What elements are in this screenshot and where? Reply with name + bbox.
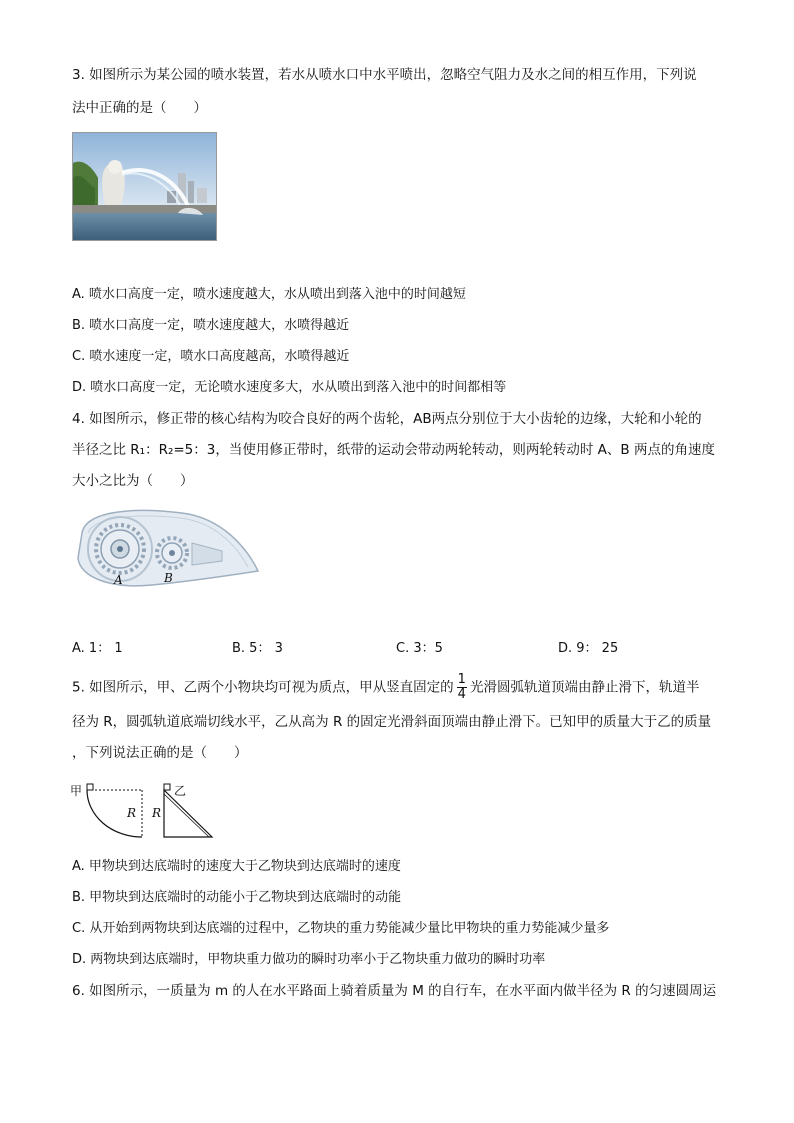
q5-option-c: C. 从开始到两物块到达底端的过程中，乙物块的重力势能减少量比甲物块的重力势能减少量多	[72, 921, 610, 936]
q5-stem-line1-start: 5. 如图所示，甲、乙两个小物块均可视为质点，甲从竖直固定的	[72, 679, 454, 696]
q6-stem-line1: 6. 如图所示，一质量为 m 的人在水平路面上骑着质量为 M 的自行车，在水平面内做半径为 R 的匀速圆周运	[72, 983, 717, 999]
point-b-label: B	[164, 571, 173, 585]
correction-tape-figure	[72, 503, 262, 593]
q4-stem-line3: 大小之比为（ ）	[72, 473, 194, 489]
q4-option-d: D. 9： 25	[558, 641, 619, 656]
q5-option-a: A. 甲物块到达底端时的速度大于乙物块到达底端时的速度	[72, 859, 401, 874]
q3-stem-line1: 3. 如图所示为某公园的喷水装置，若水从喷水口中水平喷出，忽略空气阻力及水之间的相互作用，下列说	[72, 67, 697, 83]
q5-option-b: B. 甲物块到达底端时的动能小于乙物块到达底端时的动能	[72, 890, 402, 905]
q5-stem-line1	[72, 673, 699, 702]
arc-and-incline-figure	[70, 780, 220, 840]
q5-option-d: D. 两物块到达底端时，甲物块重力做功的瞬时功率小于乙物块重力做功的瞬时功率	[72, 952, 546, 967]
fraction-numerator: 1	[457, 672, 466, 687]
q3-option-c: C. 喷水速度一定，喷水口高度越高，水喷得越近	[72, 349, 350, 364]
fraction-denominator: 4	[457, 687, 466, 702]
yi-label: 乙	[174, 784, 187, 798]
q3-option-a: A. 喷水口高度一定，喷水速度越大，水从喷出到落入池中的时间越短	[72, 287, 466, 302]
point-a-label: A	[114, 573, 123, 587]
fountain-photo	[72, 132, 217, 241]
q5-stem-line2: 径为 R，圆弧轨道底端切线水平，乙从高为 R 的固定光滑斜面顶端由静止滑下。已知甲的质量大于乙的质量	[72, 714, 712, 730]
q5-stem-line1-end: 光滑圆弧轨道顶端由静止滑下，轨道半	[469, 679, 700, 696]
q5-stem-line3: ，下列说法正确的是（ ）	[72, 745, 248, 761]
q3-option-b: B. 喷水口高度一定，喷水速度越大，水喷得越近	[72, 318, 350, 333]
q4-stem-line2: 半径之比 R₁：R₂=5：3，当使用修正带时，纸带的运动会带动两轮转动，则两轮转动时 A、B 两点的角速度	[72, 442, 715, 458]
q4-stem-line1: 4. 如图所示，修正带的核心结构为咬合良好的两个齿轮，AB两点分别位于大小齿轮的边缘，大轮和小轮的	[72, 411, 702, 427]
jia-label: 甲	[70, 784, 83, 798]
incline-height-label: R	[152, 806, 162, 820]
q3-option-d: D. 喷水口高度一定，无论喷水速度多大，水从喷出到落入池中的时间都相等	[72, 380, 507, 395]
q4-option-a: A. 1： 1	[72, 641, 123, 656]
q3-stem-line2: 法中正确的是（ ）	[72, 100, 207, 116]
arc-radius-label: R	[127, 806, 137, 820]
q4-option-c: C. 3：5	[396, 641, 443, 656]
q4-option-b: B. 5： 3	[232, 641, 283, 656]
quarter-fraction	[457, 673, 467, 702]
